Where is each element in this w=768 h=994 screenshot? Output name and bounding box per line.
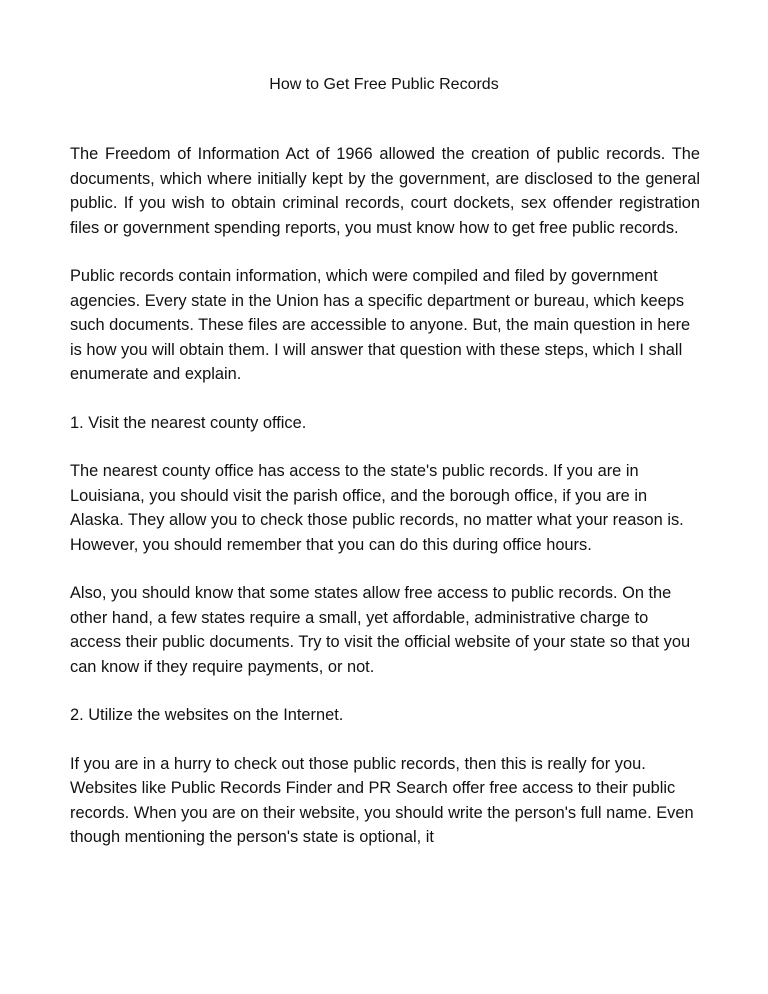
document-title: How to Get Free Public Records <box>269 76 499 93</box>
step-heading-1: 1. Visit the nearest county office. <box>70 413 307 432</box>
paragraph-public-records: Public records contain information, which were compiled and filed by government agencies. Every state in the Union has a specific department or bureau, which keeps such documents. These files are accessible to anyone. But, the main question in here is how you will obtain them. I will answer that question with these steps, which I shall enumerate and explain. <box>70 267 691 383</box>
paragraph-websites: If you are in a hurry to check out those public records, then this is really for you. Websites like Public Records Finder and PR Search offer free access to their public records. When you are on their website, you should write the person's full name. Even though mentioning the person's state is optional, it <box>70 754 694 846</box>
paragraph-free-access: Also, you should know that some states allow free access to public records. On the other hand, a few states require a small, yet affordable, administrative charge to access their public documents. Try to visit the official website of your state so that you can know if they require payments, or not. <box>70 584 691 676</box>
paragraph-intro: The Freedom of Information Act of 1966 allowed the creation of public records. The documents, which where initially kept by the government, are disclosed to the general public. If you wish to obtain criminal records, court dockets, sex offender registration files or government spending reports, you must know how to get free public records. <box>70 145 700 237</box>
document-body <box>70 142 700 874</box>
paragraph-county-office: The nearest county office has access to the state's public records. If you are in Louisiana, you should visit the parish office, and the borough office, if you are in Alaska. They allow you to check those public records, no matter what your reason is. However, you should remember that you can do this during office hours. <box>70 462 684 554</box>
step-heading-2: 2. Utilize the websites on the Internet. <box>70 706 344 724</box>
